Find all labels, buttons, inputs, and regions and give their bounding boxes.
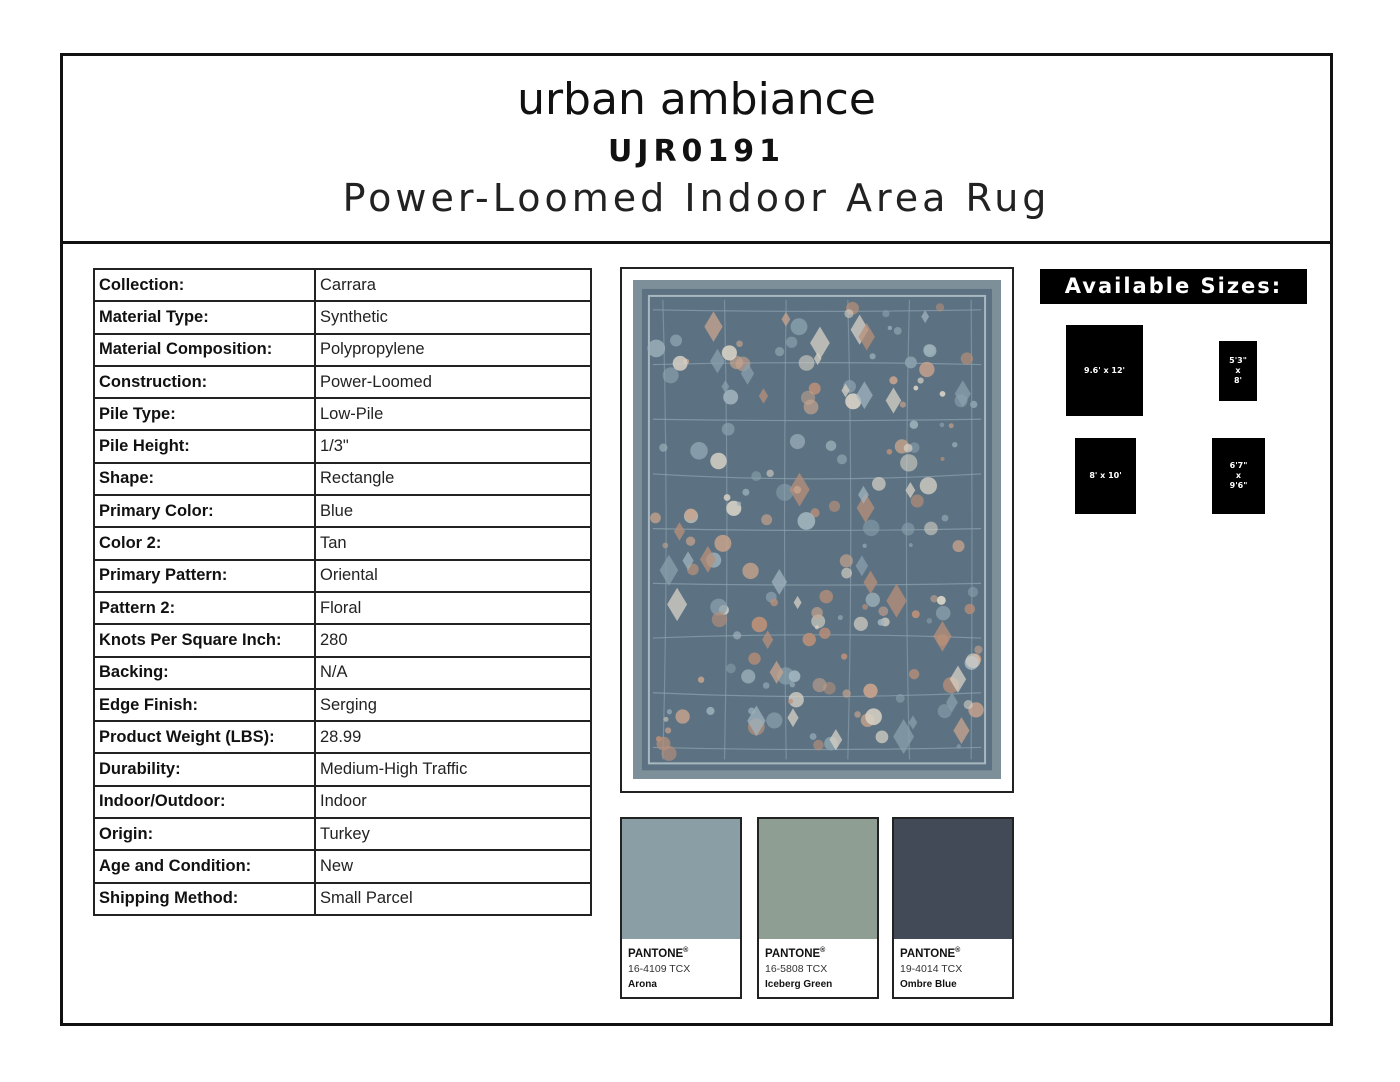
spec-value: 280 <box>315 624 591 656</box>
swatch-color-chip <box>759 819 877 939</box>
rug-flower <box>919 362 934 377</box>
spec-label: Pattern 2: <box>94 592 315 624</box>
size-option-8x10[interactable] <box>1075 438 1136 514</box>
spec-value: Tan <box>315 527 591 559</box>
swatch-brand: PANTONE <box>628 947 684 960</box>
rug-flower <box>918 377 924 383</box>
swatch-color-chip <box>894 819 1012 939</box>
brand-logo-text: urban ambiance <box>517 74 876 125</box>
rug-flower <box>813 678 827 692</box>
rug-flower <box>911 495 924 508</box>
rug-flower <box>927 618 933 624</box>
rug-flower <box>838 615 843 620</box>
rug-flower <box>841 653 847 659</box>
spec-value: Carrara <box>315 269 591 301</box>
spec-label: Shipping Method: <box>94 883 315 915</box>
size-label: 9'6" <box>1229 481 1248 490</box>
rug-flower <box>854 617 868 631</box>
spec-row <box>94 624 591 656</box>
rug-flower <box>791 318 808 335</box>
rug-flower <box>662 543 668 549</box>
spec-label: Origin: <box>94 818 315 850</box>
size-label: 5'3" <box>1229 356 1247 365</box>
swatch-brand: PANTONE <box>900 947 956 960</box>
rug-flower <box>909 543 913 547</box>
rug-flower <box>811 607 823 619</box>
rug-flower <box>686 537 695 546</box>
rug-flower <box>650 513 661 524</box>
rug-flower <box>842 689 850 697</box>
spec-row <box>94 786 591 818</box>
rug-flower <box>904 444 913 453</box>
spec-row <box>94 560 591 592</box>
rug-flower <box>656 737 670 751</box>
rug-flower <box>813 740 824 751</box>
spec-value: Medium-High Traffic <box>315 753 591 785</box>
rug-flower <box>924 522 938 536</box>
rug-flower <box>913 386 918 391</box>
rug-flower <box>819 590 833 604</box>
spec-row <box>94 592 591 624</box>
spec-row <box>94 753 591 785</box>
rug-flower <box>761 514 772 525</box>
rug-flower <box>912 610 920 618</box>
spec-value: Floral <box>315 592 591 624</box>
rug-flower <box>829 501 840 512</box>
rug-flower <box>698 677 704 683</box>
rug-flower <box>937 596 946 605</box>
rug-flower <box>936 303 944 311</box>
rug-flower <box>957 744 961 748</box>
spec-label: Durability: <box>94 753 315 785</box>
spec-value: Oriental <box>315 560 591 592</box>
size-label: 6'7" <box>1229 461 1248 470</box>
spec-row <box>94 689 591 721</box>
rug-flower <box>862 544 866 548</box>
rug-flower <box>799 355 815 371</box>
spec-label: Primary Color: <box>94 495 315 527</box>
rug-flower <box>737 501 741 505</box>
size-label: 8' x 10' <box>1089 471 1122 480</box>
rug-flower <box>961 352 973 364</box>
size-label-x: x <box>1235 471 1242 480</box>
rug-flower <box>878 619 885 626</box>
rug-flower <box>940 423 945 428</box>
rug-flower <box>722 423 735 436</box>
spec-label: Pile Height: <box>94 430 315 462</box>
rug-flower <box>854 711 861 718</box>
spec-label: Indoor/Outdoor: <box>94 786 315 818</box>
spec-label: Material Composition: <box>94 334 315 366</box>
rug-flower <box>751 471 761 481</box>
rug-flower <box>970 401 977 408</box>
spec-row <box>94 657 591 689</box>
size-label-x: x <box>1235 366 1241 375</box>
rug-flower <box>659 444 667 452</box>
rug-flower <box>826 441 837 452</box>
spec-row <box>94 398 591 430</box>
rug-flower <box>920 477 937 494</box>
swatch-brand: PANTONE <box>765 947 821 960</box>
rug-flower <box>733 631 741 639</box>
rug-flower <box>710 453 727 470</box>
rug-flower <box>742 489 749 496</box>
swatch-name: Ombre Blue <box>900 979 957 990</box>
rug-flower <box>909 669 919 679</box>
size-label: 9.6' x 12' <box>1084 365 1125 375</box>
product-sku: UJR0191 <box>607 134 786 169</box>
rug-flower <box>726 664 736 674</box>
rug-flower <box>974 646 982 654</box>
size-option-5-3x8[interactable] <box>1219 341 1257 401</box>
rug-flower <box>930 595 938 603</box>
rug-flower <box>905 356 917 368</box>
rug-flower <box>940 391 946 397</box>
spec-label: Backing: <box>94 657 315 689</box>
rug-flower <box>840 554 853 567</box>
rug-flower <box>844 309 853 318</box>
spec-row <box>94 334 591 366</box>
swatch-code: 16-5808 TCX <box>765 963 828 975</box>
spec-row <box>94 463 591 495</box>
swatch-name: Arona <box>628 979 657 990</box>
rug-flower <box>894 327 902 335</box>
spec-label: Age and Condition: <box>94 850 315 882</box>
rug-flower <box>964 604 975 615</box>
spec-row <box>94 883 591 915</box>
rug-flower <box>766 470 773 477</box>
spec-row <box>94 301 591 333</box>
rug-flower <box>964 700 973 709</box>
rug-flower <box>752 617 768 633</box>
spec-table <box>93 268 592 916</box>
header <box>63 56 1330 244</box>
spec-value: Polypropylene <box>315 334 591 366</box>
rug-flower <box>870 353 876 359</box>
pantone-swatch: PANTONE® 19-4014 TCX Ombre Blue <box>892 817 1014 999</box>
spec-value: Serging <box>315 689 591 721</box>
rug-flower <box>801 391 815 405</box>
rug-flower <box>865 708 882 725</box>
spec-row <box>94 850 591 882</box>
rug-flower <box>790 434 805 449</box>
spec-value: Rectangle <box>315 463 591 495</box>
spec-value: New <box>315 850 591 882</box>
rug-flower <box>819 628 830 639</box>
rug-flower <box>788 699 793 704</box>
spec-label: Primary Pattern: <box>94 560 315 592</box>
spec-row <box>94 430 591 462</box>
rug-flower <box>673 356 688 371</box>
spec-value: 1/3" <box>315 430 591 462</box>
rug-flower <box>803 633 816 646</box>
rug-flower <box>878 606 888 616</box>
rug-flower <box>786 337 797 348</box>
size-label: 8' <box>1233 376 1242 385</box>
swatch-color-chip <box>622 819 740 939</box>
rug-flower <box>667 709 672 714</box>
rug-flower <box>900 454 917 471</box>
rug-flower <box>882 310 889 317</box>
rug-flower <box>766 712 782 728</box>
rug-flower <box>815 625 819 629</box>
rug-flower <box>665 727 671 733</box>
rug-flower <box>706 707 714 715</box>
rug-flower <box>841 568 852 579</box>
rug-flower <box>742 563 758 579</box>
rug-flower <box>887 449 893 455</box>
spec-row <box>94 818 591 850</box>
rug-flower <box>741 669 755 683</box>
spec-value: Synthetic <box>315 301 591 333</box>
spec-row <box>94 721 591 753</box>
size-option-9-6x12[interactable] <box>1066 325 1143 416</box>
spec-sheet <box>60 53 1333 1026</box>
rug-flower <box>900 402 906 408</box>
swatch-code: 19-4014 TCX <box>900 963 963 975</box>
spec-value: Indoor <box>315 786 591 818</box>
rug-flower <box>712 612 727 627</box>
swatch-code: 16-4109 TCX <box>628 963 691 975</box>
pantone-swatch: PANTONE® 16-5808 TCX Iceberg Green <box>757 817 879 999</box>
spec-table-body <box>94 269 591 915</box>
spec-label: Collection: <box>94 269 315 301</box>
spec-value: Blue <box>315 495 591 527</box>
spec-value: Low-Pile <box>315 398 591 430</box>
spec-label: Material Type: <box>94 301 315 333</box>
spec-label: Pile Type: <box>94 398 315 430</box>
rug-flower <box>775 347 784 356</box>
rug-flower <box>876 731 889 744</box>
spec-row <box>94 495 591 527</box>
spec-label: Color 2: <box>94 527 315 559</box>
spec-label: Construction: <box>94 366 315 398</box>
rug-flower <box>664 717 669 722</box>
rug-flower <box>722 345 737 360</box>
rug-flower <box>866 593 880 607</box>
rug-flower <box>789 670 801 682</box>
rug-flower <box>685 509 697 521</box>
product-title: Power-Loomed Indoor Area Rug <box>342 176 1051 220</box>
rug-flower <box>736 340 743 347</box>
rug-flower <box>810 733 817 740</box>
rug-flower <box>770 599 778 607</box>
rug-flower <box>924 344 937 357</box>
rug-image-frame <box>620 267 1014 793</box>
spec-row <box>94 269 591 301</box>
spec-value: Power-Loomed <box>315 366 591 398</box>
spec-value: 28.99 <box>315 721 591 753</box>
rug-flower <box>776 484 793 501</box>
rug-flower <box>837 454 847 464</box>
spec-value: Turkey <box>315 818 591 850</box>
spec-label: Shape: <box>94 463 315 495</box>
rug-flower <box>952 442 957 447</box>
rug-flower <box>968 587 978 597</box>
rug-flower <box>910 420 919 429</box>
spec-label: Product Weight (LBS): <box>94 721 315 753</box>
rug-flower <box>748 652 760 664</box>
rug-flower <box>690 442 708 460</box>
spec-row <box>94 527 591 559</box>
pantone-swatch: PANTONE® 16-4109 TCX Arona <box>620 817 742 999</box>
rug-flower <box>902 523 915 536</box>
rug-flower <box>872 477 886 491</box>
rug-flower <box>647 340 665 358</box>
rug-flower <box>797 512 815 530</box>
spec-label: Knots Per Square Inch: <box>94 624 315 656</box>
rug-flower <box>724 494 731 501</box>
rug-flower <box>896 694 905 703</box>
rug-flower <box>714 535 731 552</box>
rug-flower <box>675 709 689 723</box>
rug-flower <box>936 606 951 621</box>
rug-flower <box>763 682 770 689</box>
rug-flower <box>790 682 796 688</box>
spec-value: Small Parcel <box>315 883 591 915</box>
available-sizes-heading: Available Sizes: <box>1040 269 1307 304</box>
size-option-6-7x9-6[interactable] <box>1212 438 1265 514</box>
spec-value: N/A <box>315 657 591 689</box>
rug-flower <box>942 515 949 522</box>
spec-label: Edge Finish: <box>94 689 315 721</box>
rug-flower <box>863 684 877 698</box>
rug-flower <box>670 335 682 347</box>
rug-flower <box>862 604 868 610</box>
rug-flower <box>966 653 981 668</box>
rug-flower <box>889 376 897 384</box>
swatch-name: Iceberg Green <box>765 979 833 990</box>
rug-flower <box>953 540 965 552</box>
rug-flower <box>949 423 954 428</box>
rug-image <box>633 280 1001 779</box>
rug-flower <box>940 457 944 461</box>
spec-row <box>94 366 591 398</box>
rug-flower <box>663 367 679 383</box>
rug-flower <box>888 326 892 330</box>
